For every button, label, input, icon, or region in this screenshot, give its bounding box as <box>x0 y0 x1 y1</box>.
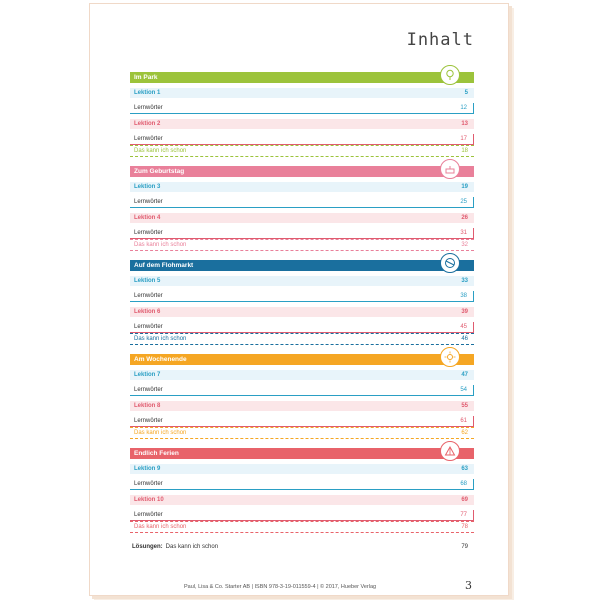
section-title: Endlich Ferien <box>134 450 179 457</box>
row-page-number: 61 <box>460 418 467 424</box>
toc-section <box>130 72 474 157</box>
row-page-number: 31 <box>460 230 467 236</box>
lernwoerter-row[interactable] <box>130 510 474 521</box>
row-page-number: 62 <box>461 430 468 436</box>
row-label: Lernwörter <box>134 512 163 518</box>
cake-icon <box>440 159 460 179</box>
row-label: Lektion 5 <box>134 278 161 284</box>
section-header[interactable] <box>130 448 474 459</box>
page-title: Inhalt <box>406 30 474 50</box>
lesson-row[interactable] <box>130 88 474 98</box>
row-label: Lernwörter <box>134 481 163 487</box>
kann-ich-schon-row[interactable] <box>130 239 474 251</box>
lesson-row[interactable] <box>130 370 474 380</box>
row-label: Lernwörter <box>134 418 163 424</box>
lernwoerter-row[interactable] <box>130 103 474 114</box>
ball-icon <box>440 253 460 273</box>
kann-ich-schon-row[interactable] <box>130 427 474 439</box>
row-page-number: 17 <box>460 136 467 142</box>
row-page-number: 54 <box>460 387 467 393</box>
book-page <box>89 3 509 596</box>
row-label: Lernwörter <box>134 105 163 111</box>
row-page-number: 39 <box>461 309 468 315</box>
lesson-row[interactable] <box>130 401 474 411</box>
row-label: Lektion 3 <box>134 184 161 190</box>
section-header[interactable] <box>130 354 474 365</box>
lernwoerter-row[interactable] <box>130 228 474 239</box>
tree-icon <box>440 65 460 85</box>
row-label: Das kann ich schon <box>134 430 187 436</box>
row-page-number: 12 <box>460 105 467 111</box>
toc-section <box>130 354 474 439</box>
solutions-text: Das kann ich schon <box>165 544 219 550</box>
kann-ich-schon-row[interactable] <box>130 521 474 533</box>
row-page-number: 26 <box>461 215 468 221</box>
section-title: Am Wochenende <box>134 356 187 363</box>
lesson-row[interactable] <box>130 464 474 474</box>
lernwoerter-row[interactable] <box>130 479 474 490</box>
row-label: Lektion 9 <box>134 466 161 472</box>
lesson-row[interactable] <box>130 307 474 317</box>
kann-ich-schon-row[interactable] <box>130 333 474 345</box>
row-label: Lektion 4 <box>134 215 161 221</box>
row-label: Lektion 2 <box>134 121 161 127</box>
lesson-row[interactable] <box>130 119 474 129</box>
row-page-number: 19 <box>461 184 468 190</box>
row-label: Lektion 7 <box>134 372 161 378</box>
row-label: Lektion 6 <box>134 309 161 315</box>
section-title: Auf dem Flohmarkt <box>134 262 194 269</box>
row-page-number: 38 <box>460 293 467 299</box>
kann-ich-schon-row[interactable] <box>130 145 474 157</box>
solutions-row[interactable] <box>130 542 474 552</box>
lernwoerter-row[interactable] <box>130 385 474 396</box>
sun-icon <box>440 347 460 367</box>
row-page-number: 68 <box>460 481 467 487</box>
page-number: 3 <box>465 579 472 592</box>
row-page-number: 25 <box>460 199 467 205</box>
row-page-number: 33 <box>461 278 468 284</box>
lernwoerter-row[interactable] <box>130 291 474 302</box>
row-label: Lernwörter <box>134 324 163 330</box>
section-title: Zum Geburtstag <box>134 168 185 175</box>
row-page-number: 78 <box>461 524 468 530</box>
row-page-number: 32 <box>461 242 468 248</box>
row-label: Lektion 8 <box>134 403 161 409</box>
solutions-page: 79 <box>461 544 468 550</box>
footer: Paul, Lisa & Co. Starter AB | ISBN 978-3-19-011559-4 | © 2017, Hueber Verlag <box>184 584 377 590</box>
row-label: Lektion 1 <box>134 90 161 96</box>
lernwoerter-row[interactable] <box>130 416 474 427</box>
lesson-row[interactable] <box>130 495 474 505</box>
lesson-row[interactable] <box>130 182 474 192</box>
lesson-row[interactable] <box>130 276 474 286</box>
row-label: Lernwörter <box>134 387 163 393</box>
section-title: Im Park <box>134 74 158 81</box>
table-of-contents <box>130 72 474 552</box>
section-header[interactable] <box>130 72 474 83</box>
row-label: Das kann ich schon <box>134 524 187 530</box>
lernwoerter-row[interactable] <box>130 197 474 208</box>
toc-section <box>130 166 474 251</box>
row-label: Lernwörter <box>134 199 163 205</box>
row-page-number: 45 <box>460 324 467 330</box>
row-label: Das kann ich schon <box>134 148 187 154</box>
row-page-number: 46 <box>461 336 468 342</box>
row-page-number: 77 <box>460 512 467 518</box>
row-label: Das kann ich schon <box>134 242 187 248</box>
toc-section <box>130 260 474 345</box>
row-label: Lektion 10 <box>134 497 164 503</box>
row-label: Lernwörter <box>134 136 163 142</box>
lesson-row[interactable] <box>130 213 474 223</box>
row-page-number: 63 <box>461 466 468 472</box>
lernwoerter-row[interactable] <box>130 134 474 145</box>
toc-section <box>130 448 474 533</box>
solutions-label: Lösungen: <box>132 544 163 550</box>
row-page-number: 5 <box>464 90 468 96</box>
row-page-number: 69 <box>461 497 468 503</box>
section-header[interactable] <box>130 166 474 177</box>
row-page-number: 13 <box>461 121 468 127</box>
row-page-number: 47 <box>461 372 468 378</box>
tent-icon <box>440 441 460 461</box>
row-page-number: 55 <box>461 403 468 409</box>
row-label: Das kann ich schon <box>134 336 187 342</box>
lernwoerter-row[interactable] <box>130 322 474 333</box>
row-page-number: 18 <box>461 148 468 154</box>
row-label: Lernwörter <box>134 293 163 299</box>
row-label: Lernwörter <box>134 230 163 236</box>
section-header[interactable] <box>130 260 474 271</box>
